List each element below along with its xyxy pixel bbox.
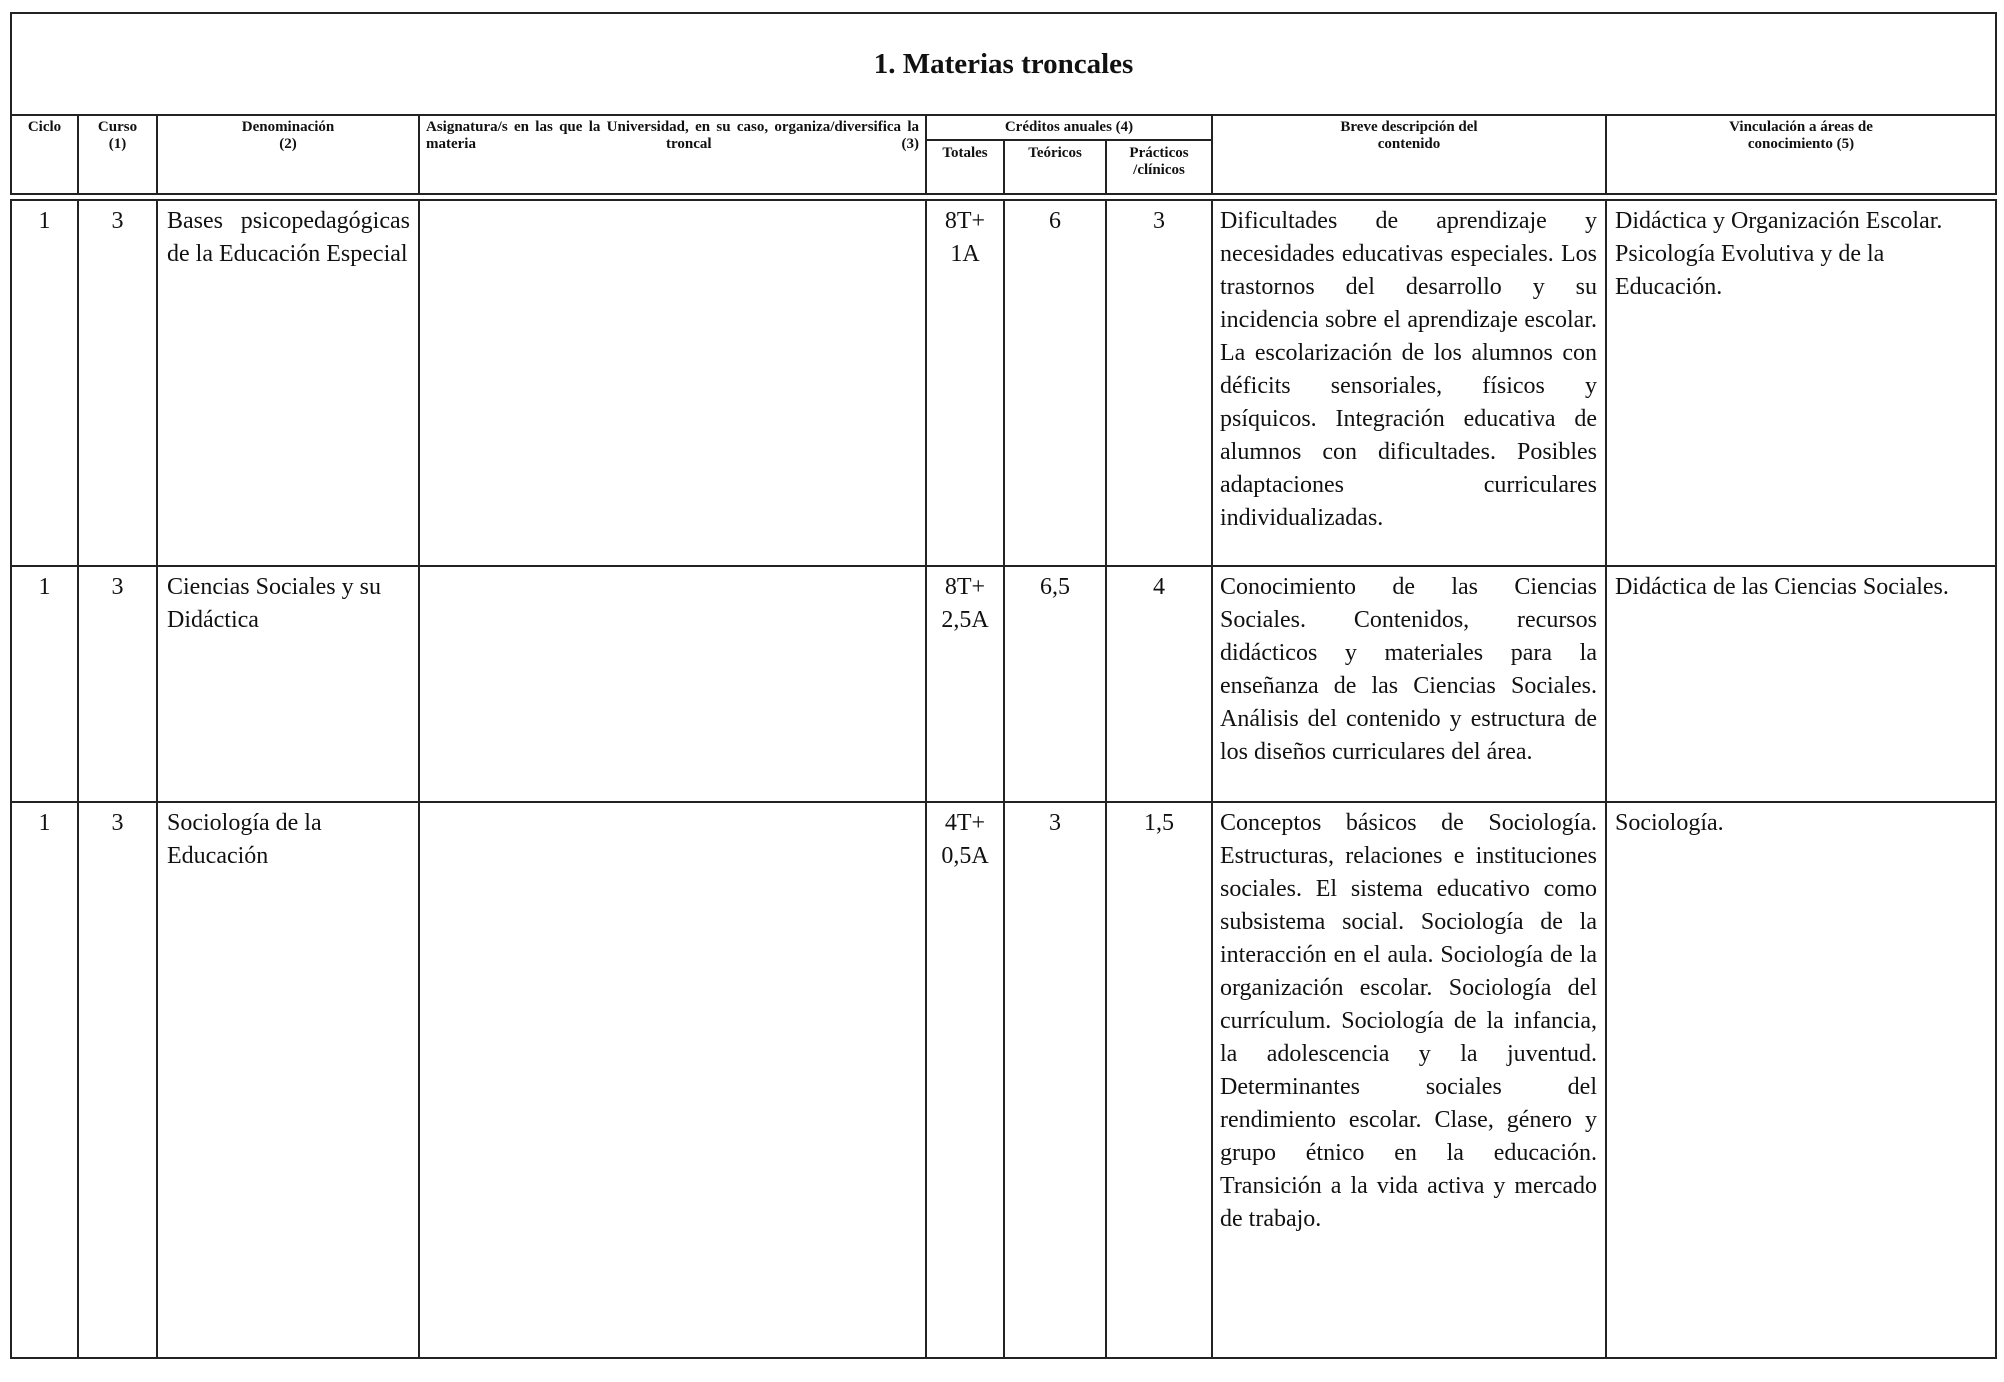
cell-denominacion: Sociología de la Educación [157, 802, 419, 1358]
header-denominacion: Denominación (2) [157, 115, 419, 194]
cell-teoricos: 6,5 [1004, 566, 1106, 802]
cell-ciclo: 1 [11, 200, 78, 566]
cell-teoricos: 6 [1004, 200, 1106, 566]
cell-curso: 3 [78, 802, 157, 1358]
header-practicos: Prácticos /clínicos [1106, 140, 1212, 194]
cell-areas: Didáctica y Organización Escolar. Psicología Evolutiva y de la Educación. [1606, 200, 1996, 566]
cell-curso: 3 [78, 200, 157, 566]
table-title: 1. Materias troncales [11, 13, 1996, 115]
cell-denominacion: Bases psicopedagógicas de la Educación Especial [157, 200, 419, 566]
cell-practicos: 1,5 [1106, 802, 1212, 1358]
cell-asignatura [419, 566, 926, 802]
header-ciclo: Ciclo [11, 115, 78, 194]
cell-descripcion: Conceptos básicos de Sociología. Estructuras, relaciones e instituciones sociales. El sistema educativo como subsistema social. Sociología de la interacción en el aula. Sociología de la organización escolar. Sociología del currículum. Sociología de la infancia, la adolescencia y la juventud. Determinantes sociales del rendimiento escolar. Clase, género y grupo étnico en la educación. Transición a la vida activa y mercado de trabajo. [1212, 802, 1606, 1358]
cell-totales: 4T+ 0,5A [926, 802, 1004, 1358]
table-row [11, 802, 1996, 1358]
materias-table [10, 12, 1997, 1359]
cell-areas: Didáctica de las Ciencias Sociales. [1606, 566, 1996, 802]
cell-curso: 3 [78, 566, 157, 802]
cell-denominacion: Ciencias Sociales y su Didáctica [157, 566, 419, 802]
header-curso: Curso (1) [78, 115, 157, 194]
cell-totales: 8T+ 1A [926, 200, 1004, 566]
cell-totales: 8T+ 2,5A [926, 566, 1004, 802]
cell-practicos: 4 [1106, 566, 1212, 802]
cell-asignatura [419, 200, 926, 566]
cell-practicos: 3 [1106, 200, 1212, 566]
cell-areas: Sociología. [1606, 802, 1996, 1358]
cell-ciclo: 1 [11, 802, 78, 1358]
document-page [10, 12, 1995, 1359]
header-vinculacion: Vinculación a áreas de conocimiento (5) [1606, 115, 1996, 194]
header-row [11, 115, 1996, 140]
header-descripcion: Breve descripción del contenido [1212, 115, 1606, 194]
table-row [11, 566, 1996, 802]
cell-asignatura [419, 802, 926, 1358]
header-totales: Totales [926, 140, 1004, 194]
header-teoricos: Teóricos [1004, 140, 1106, 194]
cell-ciclo: 1 [11, 566, 78, 802]
table-row [11, 200, 1996, 566]
cell-teoricos: 3 [1004, 802, 1106, 1358]
header-creditos: Créditos anuales (4) [926, 115, 1212, 140]
cell-descripcion: Conocimiento de las Ciencias Sociales. Contenidos, recursos didácticos y materiales para la enseñanza de las Ciencias Sociales. Análisis del contenido y estructura de los diseños curriculares del área. [1212, 566, 1606, 802]
cell-descripcion: Dificultades de aprendizaje y necesidades educativas especiales. Los trastornos del desarrollo y su incidencia sobre el aprendizaje escolar. La escolarización de los alumnos con déficits sensoriales, físicos y psíquicos. Integración educativa de alumnos con dificultades. Posibles adaptaciones curriculares individualizadas. [1212, 200, 1606, 566]
header-asignatura: Asignatura/s en las que la Universidad, en su caso, organiza/diversifica la materia troncal (3) [419, 115, 926, 194]
